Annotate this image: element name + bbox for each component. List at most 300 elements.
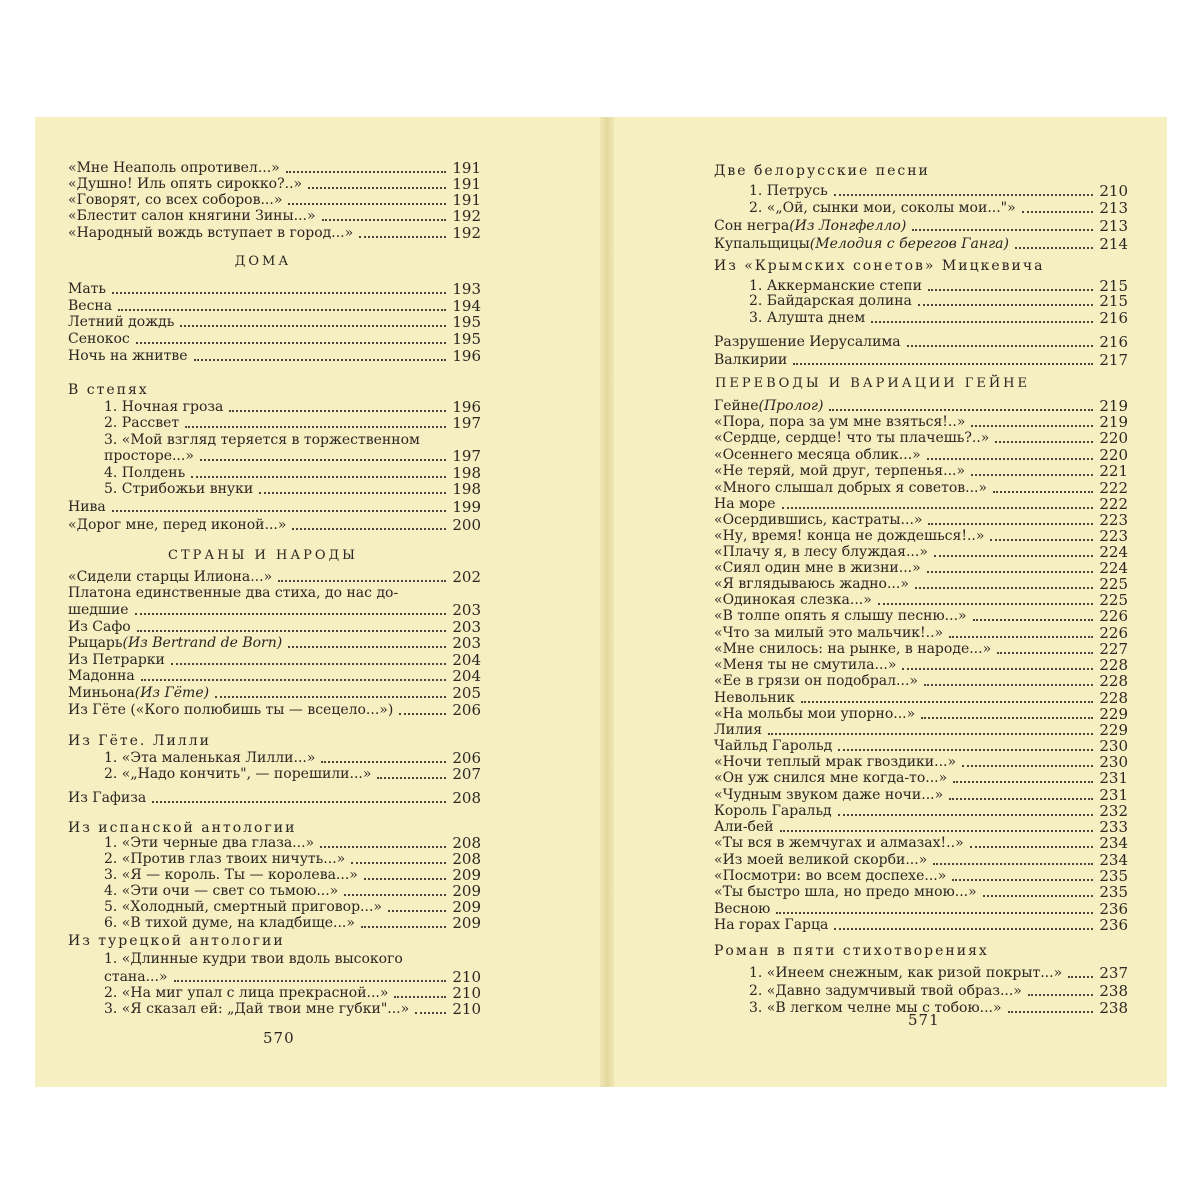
entry-page-number: 217 [1099, 351, 1128, 369]
toc-entry [714, 543, 1128, 560]
entry-title: 1. «Длинные кудри твои вдоль высокого [104, 951, 403, 967]
entry-page-number: 228 [1099, 672, 1128, 690]
dot-leader [361, 926, 446, 928]
dot-leader [191, 476, 446, 478]
dot-leader [141, 679, 447, 681]
entry-page-number: 214 [1099, 235, 1128, 253]
toc-entry [714, 591, 1128, 608]
toc-entry [68, 584, 481, 601]
entry-title: Из Сафо [68, 619, 131, 635]
entry-page-number: 203 [452, 618, 481, 636]
entry-title: «Душно! Иль опять сирокко?..» [68, 176, 303, 192]
dot-leader [135, 613, 447, 615]
entry-page-number: 224 [1099, 543, 1128, 561]
dot-leader [793, 363, 1093, 365]
dot-leader [399, 713, 446, 715]
dot-leader [918, 304, 1093, 306]
entry-page-number: 235 [1099, 883, 1128, 901]
entry-page-number: 231 [1099, 769, 1128, 787]
dot-leader [949, 636, 1093, 638]
toc-entry [68, 789, 481, 806]
section-heading: ПЕРЕВОДЫ И ВАРИАЦИИ ГЕЙНЕ [715, 376, 1030, 391]
entry-subtitle: (Пролог) [758, 398, 824, 414]
entry-title: 3. «В легком челне мы с тобою...» [749, 1000, 1002, 1016]
entry-title: «Пора, пора за ум мне взяться!..» [714, 414, 966, 430]
entry-subtitle: (Из Лонгфелло) [789, 218, 907, 234]
toc-entry [104, 914, 481, 931]
entry-page-number: 203 [452, 601, 481, 619]
dot-leader [878, 603, 1094, 605]
book-gutter [600, 117, 614, 1087]
entry-page-number: 215 [1099, 292, 1128, 310]
toc-entry [714, 786, 1128, 803]
entry-page-number: 213 [1099, 217, 1128, 235]
dot-leader [415, 1012, 446, 1014]
toc-entry [104, 431, 481, 448]
dot-leader [112, 510, 447, 512]
dot-leader [180, 325, 446, 327]
dot-leader [902, 668, 1093, 670]
entry-title: 2. Рассвет [104, 415, 180, 431]
entry-title: 2. «Против глаз твоих ничуть...» [104, 851, 346, 867]
group-heading: Из испанской антологии [68, 820, 297, 836]
entry-title: «Сиял один мне в жизни...» [714, 560, 921, 576]
section-heading: СТРАНЫ И НАРОДЫ [168, 548, 358, 563]
left-page-number: 570 [263, 1029, 295, 1047]
toc-entry [749, 309, 1128, 326]
dot-leader [1068, 976, 1093, 978]
entry-page-number: 191 [452, 159, 481, 177]
entry-page-number: 204 [452, 667, 481, 685]
dot-leader [971, 425, 1093, 427]
dot-leader [983, 895, 1094, 897]
entry-page-number: 200 [452, 516, 481, 534]
dot-leader [388, 910, 446, 912]
toc-entry [104, 447, 481, 464]
entry-title: «Блестит салон княгини Зины...» [68, 208, 316, 224]
entry-title: Из Гёте («Кого полюбишь ты — всецело...») [68, 702, 394, 718]
entry-page-number: 236 [1099, 900, 1128, 918]
entry-page-number: 199 [452, 498, 481, 516]
entry-title: «Дорог мне, перед иконой...» [68, 517, 287, 533]
toc-entry [104, 834, 481, 851]
entry-page-number: 197 [452, 447, 481, 465]
dot-leader [834, 194, 1094, 196]
entry-page-number: 234 [1099, 834, 1128, 852]
entry-title: «Осердившись, кастраты...» [714, 512, 923, 528]
toc-entry [714, 559, 1128, 576]
entry-page-number: 195 [452, 313, 481, 331]
entry-title: 3. «Я — король. Ты — королева...» [104, 867, 358, 883]
dot-leader [322, 219, 447, 221]
dot-leader [915, 587, 1093, 589]
entry-title: «На мольбы мои упорно...» [714, 706, 916, 722]
entry-title: «В толпе опять я слышу песню...» [714, 608, 967, 624]
toc-entry [714, 689, 1128, 706]
entry-page-number: 207 [452, 765, 481, 783]
entry-subtitle: (Из Гёте) [134, 685, 210, 701]
dot-leader [927, 458, 1094, 460]
entry-title: Весна [68, 298, 113, 314]
entry-title: 1. «Эта маленькая Лилли...» [104, 750, 316, 766]
dot-leader [801, 701, 1094, 703]
dot-leader [321, 761, 446, 763]
entry-page-number: 205 [452, 684, 481, 702]
entry-title: 2. Байдарская долина [749, 293, 912, 309]
dot-leader [288, 646, 446, 648]
toc-entry [104, 850, 481, 867]
dot-leader [871, 321, 1093, 323]
toc-entry [714, 607, 1128, 624]
toc-entry [714, 769, 1128, 786]
entry-title: 5. Стрибожьи внуки [104, 481, 254, 497]
dot-leader [351, 862, 446, 864]
entry-page-number: 220 [1099, 446, 1128, 464]
entry-title: 5. «Холодный, смертный приговор...» [104, 899, 382, 915]
toc-entry [714, 511, 1128, 528]
toc-entry [68, 175, 481, 192]
toc-entry [68, 347, 481, 364]
entry-title: 3. «Мой взгляд теряется в торжественном [104, 432, 420, 448]
toc-entry [104, 414, 481, 431]
toc-entry [714, 737, 1128, 754]
dot-leader [928, 523, 1093, 525]
entry-title: 3. «Я сказал ей: „Дай твои мне губки"...» [104, 1001, 410, 1017]
dot-leader [1015, 247, 1093, 249]
entry-page-number: 219 [1099, 397, 1128, 415]
entry-page-number: 229 [1099, 721, 1128, 739]
entry-page-number: 208 [452, 834, 481, 852]
toc-entry [749, 182, 1128, 199]
group-heading: В степях [68, 382, 149, 398]
entry-page-number: 206 [452, 749, 481, 767]
toc-entry [104, 898, 481, 915]
toc-entry [68, 601, 481, 618]
entry-title: 2. «„Ой, сынки мои, соколы мои..."» [749, 200, 1016, 216]
toc-entry [714, 656, 1128, 673]
toc-entry [714, 446, 1128, 463]
toc-entry [714, 333, 1128, 350]
dot-leader [829, 409, 1093, 411]
dot-leader [320, 846, 446, 848]
toc-entry [104, 480, 481, 497]
dot-leader [137, 630, 447, 632]
entry-title: Лилия [714, 722, 763, 738]
entry-title: «Ну, время! конца не дождешься!..» [714, 528, 985, 544]
dot-leader [768, 733, 1093, 735]
entry-title: «Говорят, со всех соборов...» [68, 192, 283, 208]
entry-page-number: 191 [452, 191, 481, 209]
right-toc [607, 117, 1167, 1087]
entry-title: Платона единственные два стиха, до нас до- [68, 585, 399, 601]
entry-page-number: 203 [452, 634, 481, 652]
toc-entry [68, 297, 481, 314]
toc-entry [714, 462, 1128, 479]
right-page-number: 571 [908, 1011, 940, 1029]
entry-title: На море [714, 496, 776, 512]
entry-title: Али-бей [714, 819, 774, 835]
entry-page-number: 229 [1099, 705, 1128, 723]
dot-leader [953, 781, 1093, 783]
toc-entry [714, 916, 1128, 933]
entry-page-number: 208 [452, 850, 481, 868]
toc-entry [104, 749, 481, 766]
dot-leader [278, 580, 446, 582]
entry-title: шедшие [68, 602, 129, 618]
entry-title: Невольник [714, 690, 795, 706]
group-heading: Из турецкой антологии [68, 933, 285, 949]
dot-leader [973, 619, 1094, 621]
toc-entry [68, 224, 481, 241]
toc-entry [68, 568, 481, 585]
toc-entry [68, 618, 481, 635]
toc-entry [714, 721, 1128, 738]
dot-leader [933, 863, 1093, 865]
dot-leader [344, 894, 446, 896]
dot-leader [308, 187, 446, 189]
dot-leader [152, 801, 446, 803]
toc-entry [714, 802, 1128, 819]
dot-leader [995, 441, 1093, 443]
entry-page-number: 237 [1099, 964, 1128, 982]
dot-leader [394, 996, 446, 998]
dot-leader [952, 879, 1093, 881]
entry-title: «Много слышал добрых я советов...» [714, 480, 988, 496]
entry-page-number: 194 [452, 297, 481, 315]
entry-title: 2. «Давно задумчивый твой образ...» [749, 983, 1022, 999]
toc-entry [749, 292, 1128, 309]
entry-title: «Что за милый это мальчик!..» [714, 625, 944, 641]
toc-entry [68, 667, 481, 684]
entry-page-number: 215 [1099, 277, 1128, 295]
group-heading: Из Гёте. Лилли [68, 733, 211, 749]
toc-entry [104, 984, 481, 1001]
toc-entry [104, 866, 481, 883]
toc-entry [714, 575, 1128, 592]
entry-page-number: 222 [1099, 479, 1128, 497]
entry-title: 1. «Инеем снежным, как ризой покрыт...» [749, 965, 1063, 981]
toc-entry [714, 479, 1128, 496]
entry-title: «Одинокая слезка...» [714, 592, 872, 608]
toc-entry [68, 516, 481, 533]
toc-entry [68, 651, 481, 668]
dot-leader [364, 878, 447, 880]
entry-page-number: 230 [1099, 753, 1128, 771]
toc-entry [68, 313, 481, 330]
toc-entry [714, 705, 1128, 722]
dot-leader [229, 410, 446, 412]
dot-leader [838, 814, 1094, 816]
entry-title: «Ночи теплый мрак гвоздики...» [714, 754, 957, 770]
toc-entry [68, 701, 481, 718]
dot-leader [776, 912, 1093, 914]
entry-page-number: 232 [1099, 802, 1128, 820]
dot-leader [185, 426, 446, 428]
dot-leader [292, 528, 446, 530]
entry-page-number: 197 [452, 414, 481, 432]
dot-leader [194, 359, 447, 361]
dot-leader [924, 684, 1093, 686]
entry-title: Летний дождь [68, 314, 175, 330]
toc-entry [714, 834, 1128, 851]
entry-page-number: 210 [452, 968, 481, 986]
toc-entry [714, 900, 1128, 917]
entry-page-number: 210 [1099, 182, 1128, 200]
dot-leader [1028, 994, 1093, 996]
entry-page-number: 233 [1099, 818, 1128, 836]
entry-page-number: 209 [452, 866, 481, 884]
toc-entry [104, 464, 481, 481]
entry-page-number: 193 [452, 280, 481, 298]
dot-leader [782, 507, 1094, 509]
toc-entry [68, 280, 481, 297]
entry-page-number: 216 [1099, 333, 1128, 351]
dot-leader [780, 830, 1094, 832]
entry-page-number: 216 [1099, 309, 1128, 327]
entry-page-number: 228 [1099, 689, 1128, 707]
entry-page-number: 206 [452, 701, 481, 719]
toc-entry [68, 498, 481, 515]
toc-entry [714, 217, 1128, 234]
dot-leader [377, 777, 446, 779]
dot-leader [112, 292, 446, 294]
toc-entry [714, 397, 1128, 414]
entry-page-number: 221 [1099, 462, 1128, 480]
entry-page-number: 195 [452, 330, 481, 348]
toc-entry [714, 495, 1128, 512]
entry-title: «Посмотри: во всем доспехе...» [714, 868, 947, 884]
dot-leader [286, 171, 447, 173]
entry-title: Мать [68, 281, 107, 297]
entry-page-number: 222 [1099, 495, 1128, 513]
toc-entry [104, 950, 481, 967]
entry-page-number: 213 [1099, 199, 1128, 217]
toc-entry [714, 640, 1128, 657]
toc-entry [714, 883, 1128, 900]
entry-title: 2. «„Надо кончить", — порешили...» [104, 766, 372, 782]
entry-page-number: 204 [452, 651, 481, 669]
entry-page-number: 209 [452, 898, 481, 916]
toc-entry [104, 968, 481, 985]
left-toc [35, 117, 605, 1087]
entry-title: Миньона [68, 685, 135, 701]
entry-title: Из Гафиза [68, 790, 147, 806]
dot-leader [997, 652, 1093, 654]
group-heading: Из «Крымских сонетов» Мицкевича [714, 258, 1045, 274]
entry-title: 1. «Эти черные два глаза...» [104, 835, 315, 851]
entry-title: «Меня ты не смутила...» [714, 657, 897, 673]
entry-title: Нива [68, 499, 106, 515]
toc-entry [714, 753, 1128, 770]
toc-entry [714, 413, 1128, 430]
toc-entry [714, 235, 1128, 252]
toc-entry [714, 429, 1128, 446]
toc-entry [749, 964, 1128, 981]
entry-title: Мадонна [68, 668, 135, 684]
entry-title: Весною [714, 901, 771, 917]
toc-entry [714, 527, 1128, 544]
toc-entry [68, 207, 481, 224]
entry-title: Сенокос [68, 331, 130, 347]
entry-subtitle: (Мелодия с берегов Ганга) [809, 236, 1009, 252]
entry-title: «Народный вождь вступает в город...» [68, 225, 354, 241]
entry-title: 4. Полдень [104, 465, 186, 481]
toc-entry [749, 199, 1128, 216]
entry-page-number: 191 [452, 175, 481, 193]
entry-page-number: 235 [1099, 867, 1128, 885]
entry-page-number: 198 [452, 480, 481, 498]
entry-page-number: 210 [452, 1000, 481, 1018]
entry-page-number: 209 [452, 914, 481, 932]
group-heading: Две белорусские песни [714, 163, 930, 179]
toc-entry [714, 851, 1128, 868]
entry-title: «Осеннего месяца облик...» [714, 447, 921, 463]
entry-page-number: 228 [1099, 656, 1128, 674]
entry-title: Валкирии [714, 352, 788, 368]
dot-leader [834, 928, 1093, 930]
entry-title: Гейне [714, 398, 759, 414]
dot-leader [200, 459, 446, 461]
entry-title: стана...» [104, 969, 168, 985]
dot-leader [928, 289, 1093, 291]
dot-leader [907, 345, 1094, 347]
dot-leader [118, 309, 446, 311]
entry-page-number: 227 [1099, 640, 1128, 658]
entry-title: Сон негра [714, 218, 790, 234]
toc-entry [68, 330, 481, 347]
entry-title: «Сердце, сердце! что ты плачешь?..» [714, 430, 990, 446]
toc-entry [104, 398, 481, 415]
entry-page-number: 234 [1099, 851, 1128, 869]
entry-page-number: 223 [1099, 527, 1128, 545]
dot-leader [970, 846, 1094, 848]
entry-page-number: 223 [1099, 511, 1128, 529]
dot-leader [359, 236, 446, 238]
entry-title: Король Гаральд [714, 803, 832, 819]
toc-entry [749, 982, 1128, 999]
entry-page-number: 208 [452, 789, 481, 807]
entry-title: «Я вглядываюсь жадно...» [714, 576, 909, 592]
entry-title: Разрушение Иерусалима [714, 334, 901, 350]
dot-leader [927, 571, 1094, 573]
entry-title: 1. Петрусь [749, 183, 828, 199]
toc-entry [714, 624, 1128, 641]
entry-title: 1. Ночная гроза [104, 399, 224, 415]
entry-title: Из Петрарки [68, 652, 165, 668]
entry-title: Купальщицы [714, 236, 810, 252]
entry-title: 4. «Эти очи — свет со тьмою...» [104, 883, 339, 899]
entry-page-number: 238 [1099, 999, 1128, 1017]
entry-title: «Из моей великой скорби...» [714, 852, 928, 868]
dot-leader [921, 717, 1093, 719]
section-heading: ДОМА [234, 254, 292, 269]
toc-entry [714, 351, 1128, 368]
entry-title: «Ее в грязи он подобрал...» [714, 673, 918, 689]
dot-leader [934, 555, 1093, 557]
entry-page-number: 231 [1099, 786, 1128, 804]
entry-subtitle: (Из Bertrand de Born) [122, 635, 283, 651]
dot-leader [993, 491, 1093, 493]
entry-title: 3. Алушта днем [749, 310, 866, 326]
dot-leader [215, 696, 446, 698]
entry-page-number: 225 [1099, 591, 1128, 609]
entry-title: «Мне снилось: на рынке, в народе...» [714, 641, 992, 657]
toc-entry [68, 191, 481, 208]
entry-page-number: 196 [452, 398, 481, 416]
toc-entry [68, 634, 481, 651]
dot-leader [171, 663, 446, 665]
entry-page-number: 196 [452, 347, 481, 365]
